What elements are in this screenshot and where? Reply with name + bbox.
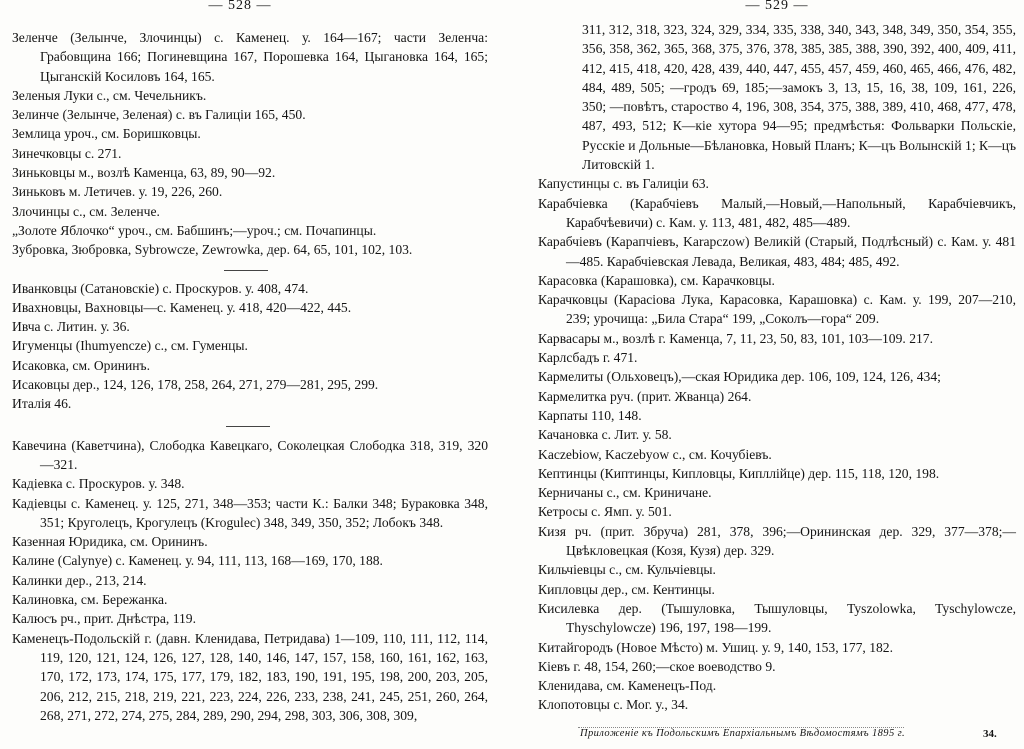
index-entry: 311, 312, 318, 323, 324, 329, 334, 335, 338, 340, 343, 348, 349, 350, 354, 355, 356, 358, 362, 365, 368, 375, 376, 378, 385, 385, 388, 390, 392, 400, 409, 411, 412, 415, 418, 420, 428, 439, 440, 447, 455, 457, 459, 460, 465, 466, 476, 482, 484, 489, 505; —гродъ 69, 185;—замокъ 3, 13, 15, 16, 38, 109, 161, 226, 350; —повѣтъ, староство 4, 196, 308, 354, 375, 388, 389, 410, 468, 477, 478, 487, 493, 512; К—кіе хутора 94—95; предмѣстья: Фольварки Польскіе, Русскіе и Дольные—Бѣлановка, Новый Планъ; К—цъ Волынскій 1; К—цъ Литовскій 1. [582, 22, 1016, 173]
index-entry: Калиновка, см. Бережанка. [12, 592, 168, 608]
left-page-number: — 528 — [208, 0, 272, 13]
index-entry: Кетросы с. Ямп. у. 501. [538, 504, 672, 520]
index-entry: Карабчіевъ (Карапчіевъ, Karapczow) Великій (Старый, Подлѣсный) с. Кам. у. 481—485. Карабчіевская Левада, Великая, 483, 484; 485, 492. [538, 234, 1016, 269]
index-entry: Карачковцы (Карасіова Лука, Карасовка, Карашовка) с. Кам. у. 199, 207—210, 239; урочища: „Била Стара“ 199, „Соколъ—гора“ 209. [538, 292, 1016, 327]
index-entry: Калине (Calynye) с. Каменец. у. 94, 111, 113, 168—169, 170, 188. [12, 553, 383, 569]
index-entry: Кадіевцы с. Каменец. у. 125, 271, 348—353; части К.: Балки 348; Бураковка 348, 351; Круголецъ, Крогулецъ (Krogulec) 348, 349, 350, 352; Лобокъ 348. [12, 495, 488, 530]
index-entry: Кленидава, см. Каменецъ-Под. [538, 678, 717, 694]
index-entry: Китайгородъ (Новое Мѣсто) м. Ушиц. у. 9, 140, 153, 177, 182. [538, 639, 894, 655]
left-page [12, 0, 488, 749]
index-entry: Карлсбадъ г. 471. [538, 350, 638, 366]
index-entry: Kaczebiow, Kaczebyow с., см. Кочубіевъ. [538, 446, 772, 462]
index-entry: Кисилевка дер. (Тышуловка, Тышуловцы, Tyszolowka, Tyschylowcze, Thyschylowcze) 196, 197, 198—199. [538, 600, 1016, 636]
right-entries [538, 20, 1016, 715]
left-entries [12, 28, 488, 725]
index-entry: Злочинцы с., см. Зеленче. [12, 203, 160, 219]
index-entry: Кармелитка руч. (прит. Жванца) 264. [538, 388, 752, 404]
index-entry: Землица уроч., см. Боришковцы. [12, 126, 201, 142]
index-entry: Кильчіевцы с., см. Кульчіевцы. [538, 562, 716, 578]
index-entry: Карвасары м., возлѣ г. Каменца, 7, 11, 23, 50, 83, 101, 103—109. 217. [538, 330, 933, 346]
index-entry: Клопотовцы с. Мог. у., 34. [538, 697, 689, 713]
index-entry: Зеленыя Луки с., см. Чечельникъ. [12, 87, 207, 103]
index-entry: Кіевъ г. 48, 154, 260;—ское воеводство 9. [538, 658, 776, 674]
index-entry: Кипловцы дер., см. Кентинцы. [538, 581, 715, 597]
index-entry: Калюсъ рч., прит. Днѣстра, 119. [12, 611, 196, 627]
index-entry: Иванковцы (Сатановскіе) с. Проскуров. у. 408, 474. [12, 280, 309, 296]
section-separator [226, 426, 270, 427]
index-entry: Капустинцы с. въ Галиціи 63. [538, 176, 709, 192]
index-entry: Италія 46. [12, 396, 72, 412]
index-entry: Ивахновцы, Вахновцы—с. Каменец. у. 418, 420—422, 445. [12, 299, 352, 315]
index-entry: Карасовка (Карашовка), см. Карачковцы. [538, 272, 775, 288]
section-separator [224, 270, 268, 271]
index-entry: Каменецъ-Подольскій г. (давн. Кленидава, Петридава) 1—109, 110, 111, 112, 114, 119, 120, 121, 124, 126, 127, 128, 140, 146, 147, 157, 158, 160, 161, 162, 163, 170, 172, 173, 174, 175, 177, 179, 182, 183, 190, 191, 195, 198, 200, 203, 205, 206, 212, 215, 218, 219, 221, 223, 224, 226, 233, 238, 241, 245, 251, 260, 264, 268, 271, 272, 274, 275, 284, 289, 290, 294, 298, 303, 306, 308, 309, [12, 630, 488, 723]
index-entry: Игуменцы (Ihumyencze) с., см. Гуменцы. [12, 338, 248, 354]
index-entry: Кадіевка с. Проскуров. у. 348. [12, 476, 185, 492]
index-entry: Калинки дер., 213, 214. [12, 572, 147, 588]
index-entry: Ивча с. Литин. у. 36. [12, 319, 130, 335]
index-entry: Кизя рч. (прит. Збруча) 281, 378, 396;—Орининская дер. 329, 377—378;—Цвѣкловецкая (Козя, Кузя) дер. 329. [538, 523, 1016, 559]
index-entry: „Золоте Яблочко“ уроч., см. Бабшинъ;—уроч.; см. Почапинцы. [12, 222, 377, 238]
footer-text: Приложенiе къ Подольскимъ Епархiальнымъ Вѣдомостямъ 1895 г. [580, 728, 906, 739]
right-page [538, 0, 1016, 749]
index-entry: Карпаты 110, 148. [538, 407, 642, 423]
index-entry: Исаковцы дер., 124, 126, 178, 258, 264, 271, 279—281, 295, 299. [12, 377, 379, 393]
index-entry: Казенная Юридика, см. Орининъ. [12, 534, 208, 550]
index-entry: Качановка с. Лит. у. 58. [538, 427, 672, 443]
index-entry: Карабчіевка (Карабчіевъ Малый,—Новый,—Напольный, Карабчіевчикъ, Карабчѣевичи) с. Кам. у. 113, 481, 482, 485—489. [538, 195, 1016, 230]
index-entry: Зиньковцы м., возлѣ Каменца, 63, 89, 90—92. [12, 165, 276, 181]
right-page-number: — 529 — [745, 0, 809, 13]
index-entry: Исаковка, см. Орининъ. [12, 357, 150, 373]
footer-sheet-number: 34. [983, 728, 997, 740]
index-entry: Кептинцы (Киптинцы, Кипловцы, Кипллійце) дер. 115, 118, 120, 198. [538, 465, 940, 481]
index-entry: Кавечина (Каветчина), Слободка Кавецкаго, Соколецкая Слободка 318, 319, 320—321. [12, 437, 488, 472]
index-entry: Зеленче (Зелынче, Злочинцы) с. Каменец. у. 164—167; части Зеленча: Грабовщина 166; Погиневщина 167, Порошевка 164, Цыгановка 164, 165; Цыганскій Косиловъ 164, 165. [12, 30, 488, 84]
index-entry: Керничаны с., см. Криничане. [538, 485, 712, 501]
index-entry: Зиньковъ м. Летичев. у. 19, 226, 260. [12, 184, 223, 200]
index-entry: Зубровка, Зюбровка, Sybrowcze, Zewrowka, дер. 64, 65, 101, 102, 103. [12, 242, 413, 258]
index-entry: Зелинче (Зелынче, Зеленая) с. въ Галиціи 165, 450. [12, 107, 306, 123]
index-entry: Кармелиты (Ольховецъ),—ская Юридика дер. 106, 109, 124, 126, 434; [538, 369, 941, 385]
index-entry: Зинечковцы с. 271. [12, 145, 122, 161]
